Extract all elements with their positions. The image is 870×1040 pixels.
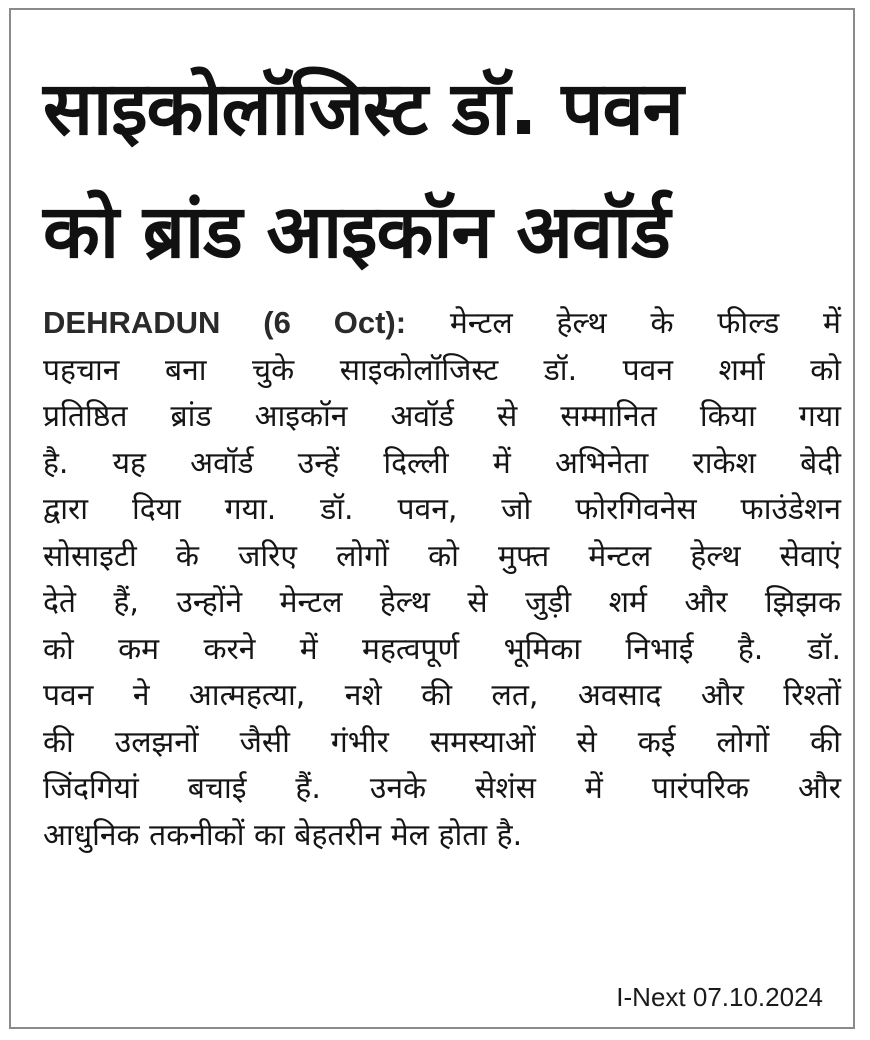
article-line-10: की उलझनों जैसी गंभीर समस्याओं से कई लोगों की [43, 724, 841, 760]
article-line-11: जिंदगियां बचाई हैं. उनके सेशंस में पारंपरिक और [43, 771, 841, 806]
article-body [43, 300, 841, 859]
headline-line-2: को ब्रांड आइकॉन अवॉर्ड [43, 189, 670, 275]
source-credit: I-Next 07.10.2024 [616, 982, 823, 1012]
newspaper-clipping [9, 8, 855, 1029]
article-line-4: है. यह अवॉर्ड उन्हें दिल्ली में अभिनेता राकेश बेदी [43, 445, 841, 481]
article-line-8: को कम करने में महत्वपूर्ण भूमिका निभाई है. डॉ. [43, 631, 841, 667]
headline [43, 48, 843, 294]
article-line-12: आधुनिक तकनीकों का बेहतरीन मेल होता है. [43, 817, 523, 853]
headline-line-1: साइकोलॉजिस्ट डॉ. पवन [43, 66, 683, 152]
article-line-1-text: मेन्टल हेल्थ के फील्ड में [449, 306, 842, 341]
article-line-3: प्रतिष्ठित ब्रांड आइकॉन अवॉर्ड से सम्मानित किया गया [43, 399, 841, 434]
article-line-2: पहचान बना चुके साइकोलॉजिस्ट डॉ. पवन शर्मा को [43, 352, 841, 388]
article-line-7: देते हैं, उन्होंने मेन्टल हेल्थ से जुड़ी शर्म और झिझक [43, 585, 841, 620]
article-line-6: सोसाइटी के जरिए लोगों को मुफ्त मेन्टल हेल्थ सेवाएं [43, 538, 841, 574]
article-line-9: पवन ने आत्महत्या, नशे की लत, अवसाद और रिश्तों [43, 678, 841, 713]
article-line-1 [43, 300, 841, 348]
article-line-5: द्वारा दिया गया. डॉ. पवन, जो फोरगिवनेस फाउंडेशन [43, 492, 841, 527]
dateline: DEHRADUN (6 Oct): [43, 305, 407, 340]
